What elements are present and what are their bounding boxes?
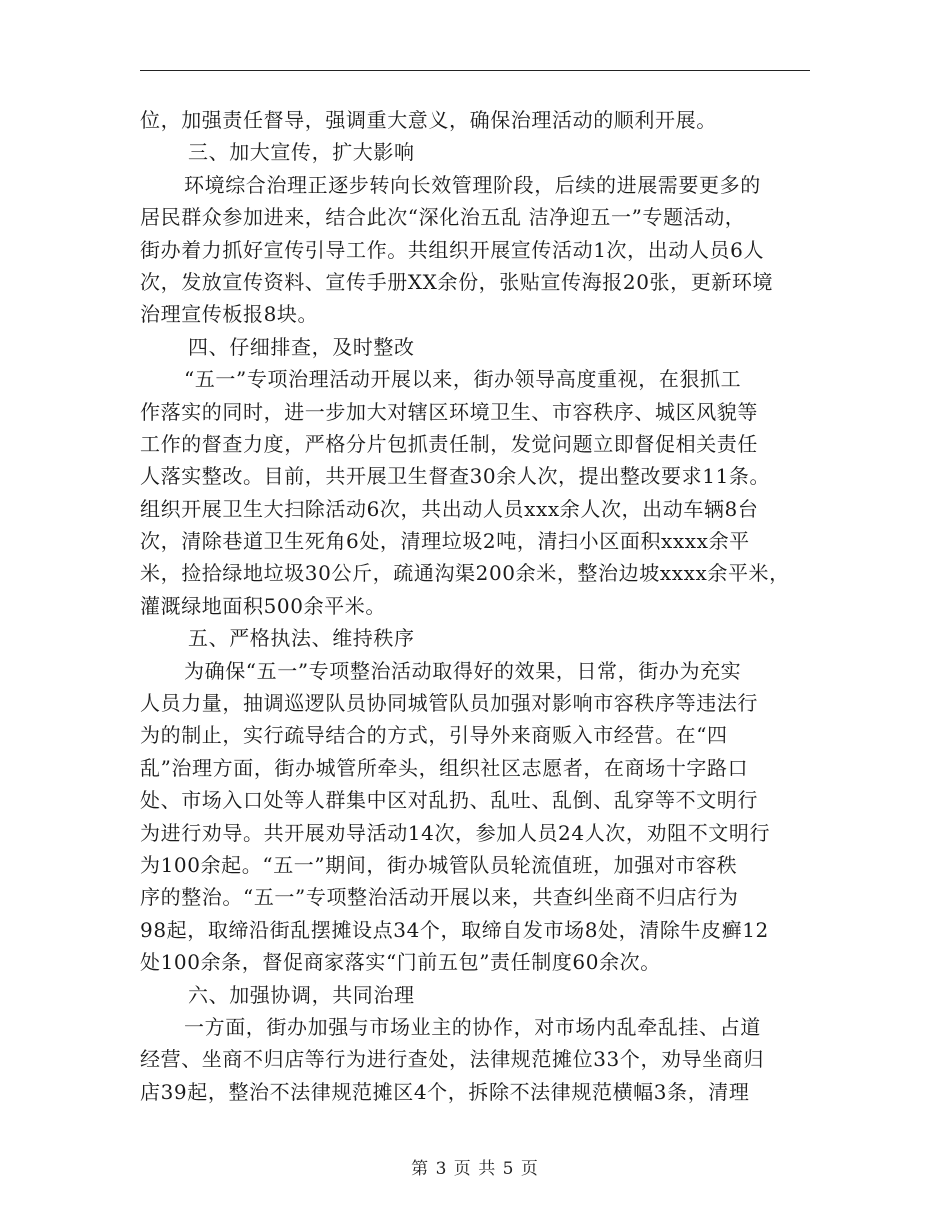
paragraph-start: “五一”专项治理活动开展以来，街办领导高度重视，在狠抓工	[184, 367, 742, 392]
section-heading: 五、严格执法、维持秩序	[188, 626, 415, 651]
text-line: 工作的督查力度，严格分片包抓责任制，发觉问题立即督促相关责任	[140, 431, 758, 456]
text-line: 次，发放宣传资料、宣传手册XX余份，张贴宣传海报20张，更新环境	[140, 269, 774, 294]
text-line: 为100余起。“五一”期间，街办城管队员轮流值班，加强对市容秩	[140, 852, 738, 877]
text-line: 组织开展卫生大扫除活动6次，共出动人员xxx余人次，出动车辆8台	[140, 496, 759, 521]
text-line: 为进行劝导。共开展劝导活动14次，参加人员24人次，劝阻不文明行	[140, 820, 771, 845]
text-line: 处100余条，督促商家落实“门前五包”责任制度60余次。	[140, 950, 661, 975]
text-line: 次，清除巷道卫生死角6处，清理垃圾2吨，清扫小区面积xxxx余平	[140, 529, 750, 554]
text-line: 乱”治理方面，街办城管所牵头，组织社区志愿者，在商场十字路口	[140, 755, 749, 780]
text-line: 作落实的同时，进一步加大对辖区环境卫生、市容秩序、城区风貌等	[140, 399, 758, 424]
text-line: 店39起，整治不法律规范摊区4个，拆除不法律规范横幅3条，清理	[140, 1079, 750, 1104]
paragraph-start: 环境综合治理正逐步转向长效管理阶段，后续的进展需要更多的	[184, 172, 761, 197]
text-line: 98起，取缔沿街乱摆摊设点34个，取缔自发市场8处，清除牛皮癣12	[140, 917, 769, 942]
text-line: 为的制止，实行疏导结合的方式，引导外来商贩入市经营。在“四	[140, 723, 728, 748]
text-line: 经营、坐商不归店等行为进行查处，法律规范摊位33个，劝导坐商归	[140, 1047, 765, 1072]
paragraph-start: 一方面，街办加强与市场业主的协作，对市场内乱牵乱挂、占道	[184, 1014, 761, 1039]
header-rule	[140, 70, 810, 71]
section-heading: 四、仔细排查，及时整改	[188, 334, 415, 359]
text-line: 位，加强责任督导，强调重大意义，确保治理活动的顺利开展。	[140, 108, 717, 132]
text-line: 治理宣传板报8块。	[140, 302, 319, 327]
text-line: 人落实整改。目前，共开展卫生督查30余人次，提出整改要求11条。	[140, 464, 771, 489]
text-line: 人员力量，抽调巡逻队员协同城管队员加强对影响市容秩序等违法行	[140, 691, 758, 716]
text-line: 居民群众参加进来，结合此次“深化治五乱 洁净迎五一”专题活动，	[140, 205, 746, 230]
section-heading: 三、加大宣传，扩大影响	[188, 140, 415, 165]
text-line: 米，捡拾绿地垃圾30公斤，疏通沟渠200余米，整治边坡xxxx余平米，	[140, 561, 790, 586]
text-line: 灌溉绿地面积500余平米。	[140, 593, 386, 618]
document-body	[140, 104, 810, 1108]
page-number: 第 3 页 共 5 页	[411, 1159, 539, 1179]
paragraph-start: 为确保“五一”专项整治活动取得好的效果，日常，街办为充实	[184, 658, 742, 683]
text-line: 街办着力抓好宣传引导工作。共组织开展宣传活动1次，出动人员6人	[140, 237, 765, 262]
text-line: 处、市场入口处等人群集中区对乱扔、乱吐、乱倒、乱穿等不文明行	[140, 788, 758, 813]
section-heading: 六、加强协调，共同治理	[188, 982, 415, 1007]
text-line: 序的整治。“五一”专项整治活动开展以来，共查纠坐商不归店行为	[140, 885, 739, 910]
